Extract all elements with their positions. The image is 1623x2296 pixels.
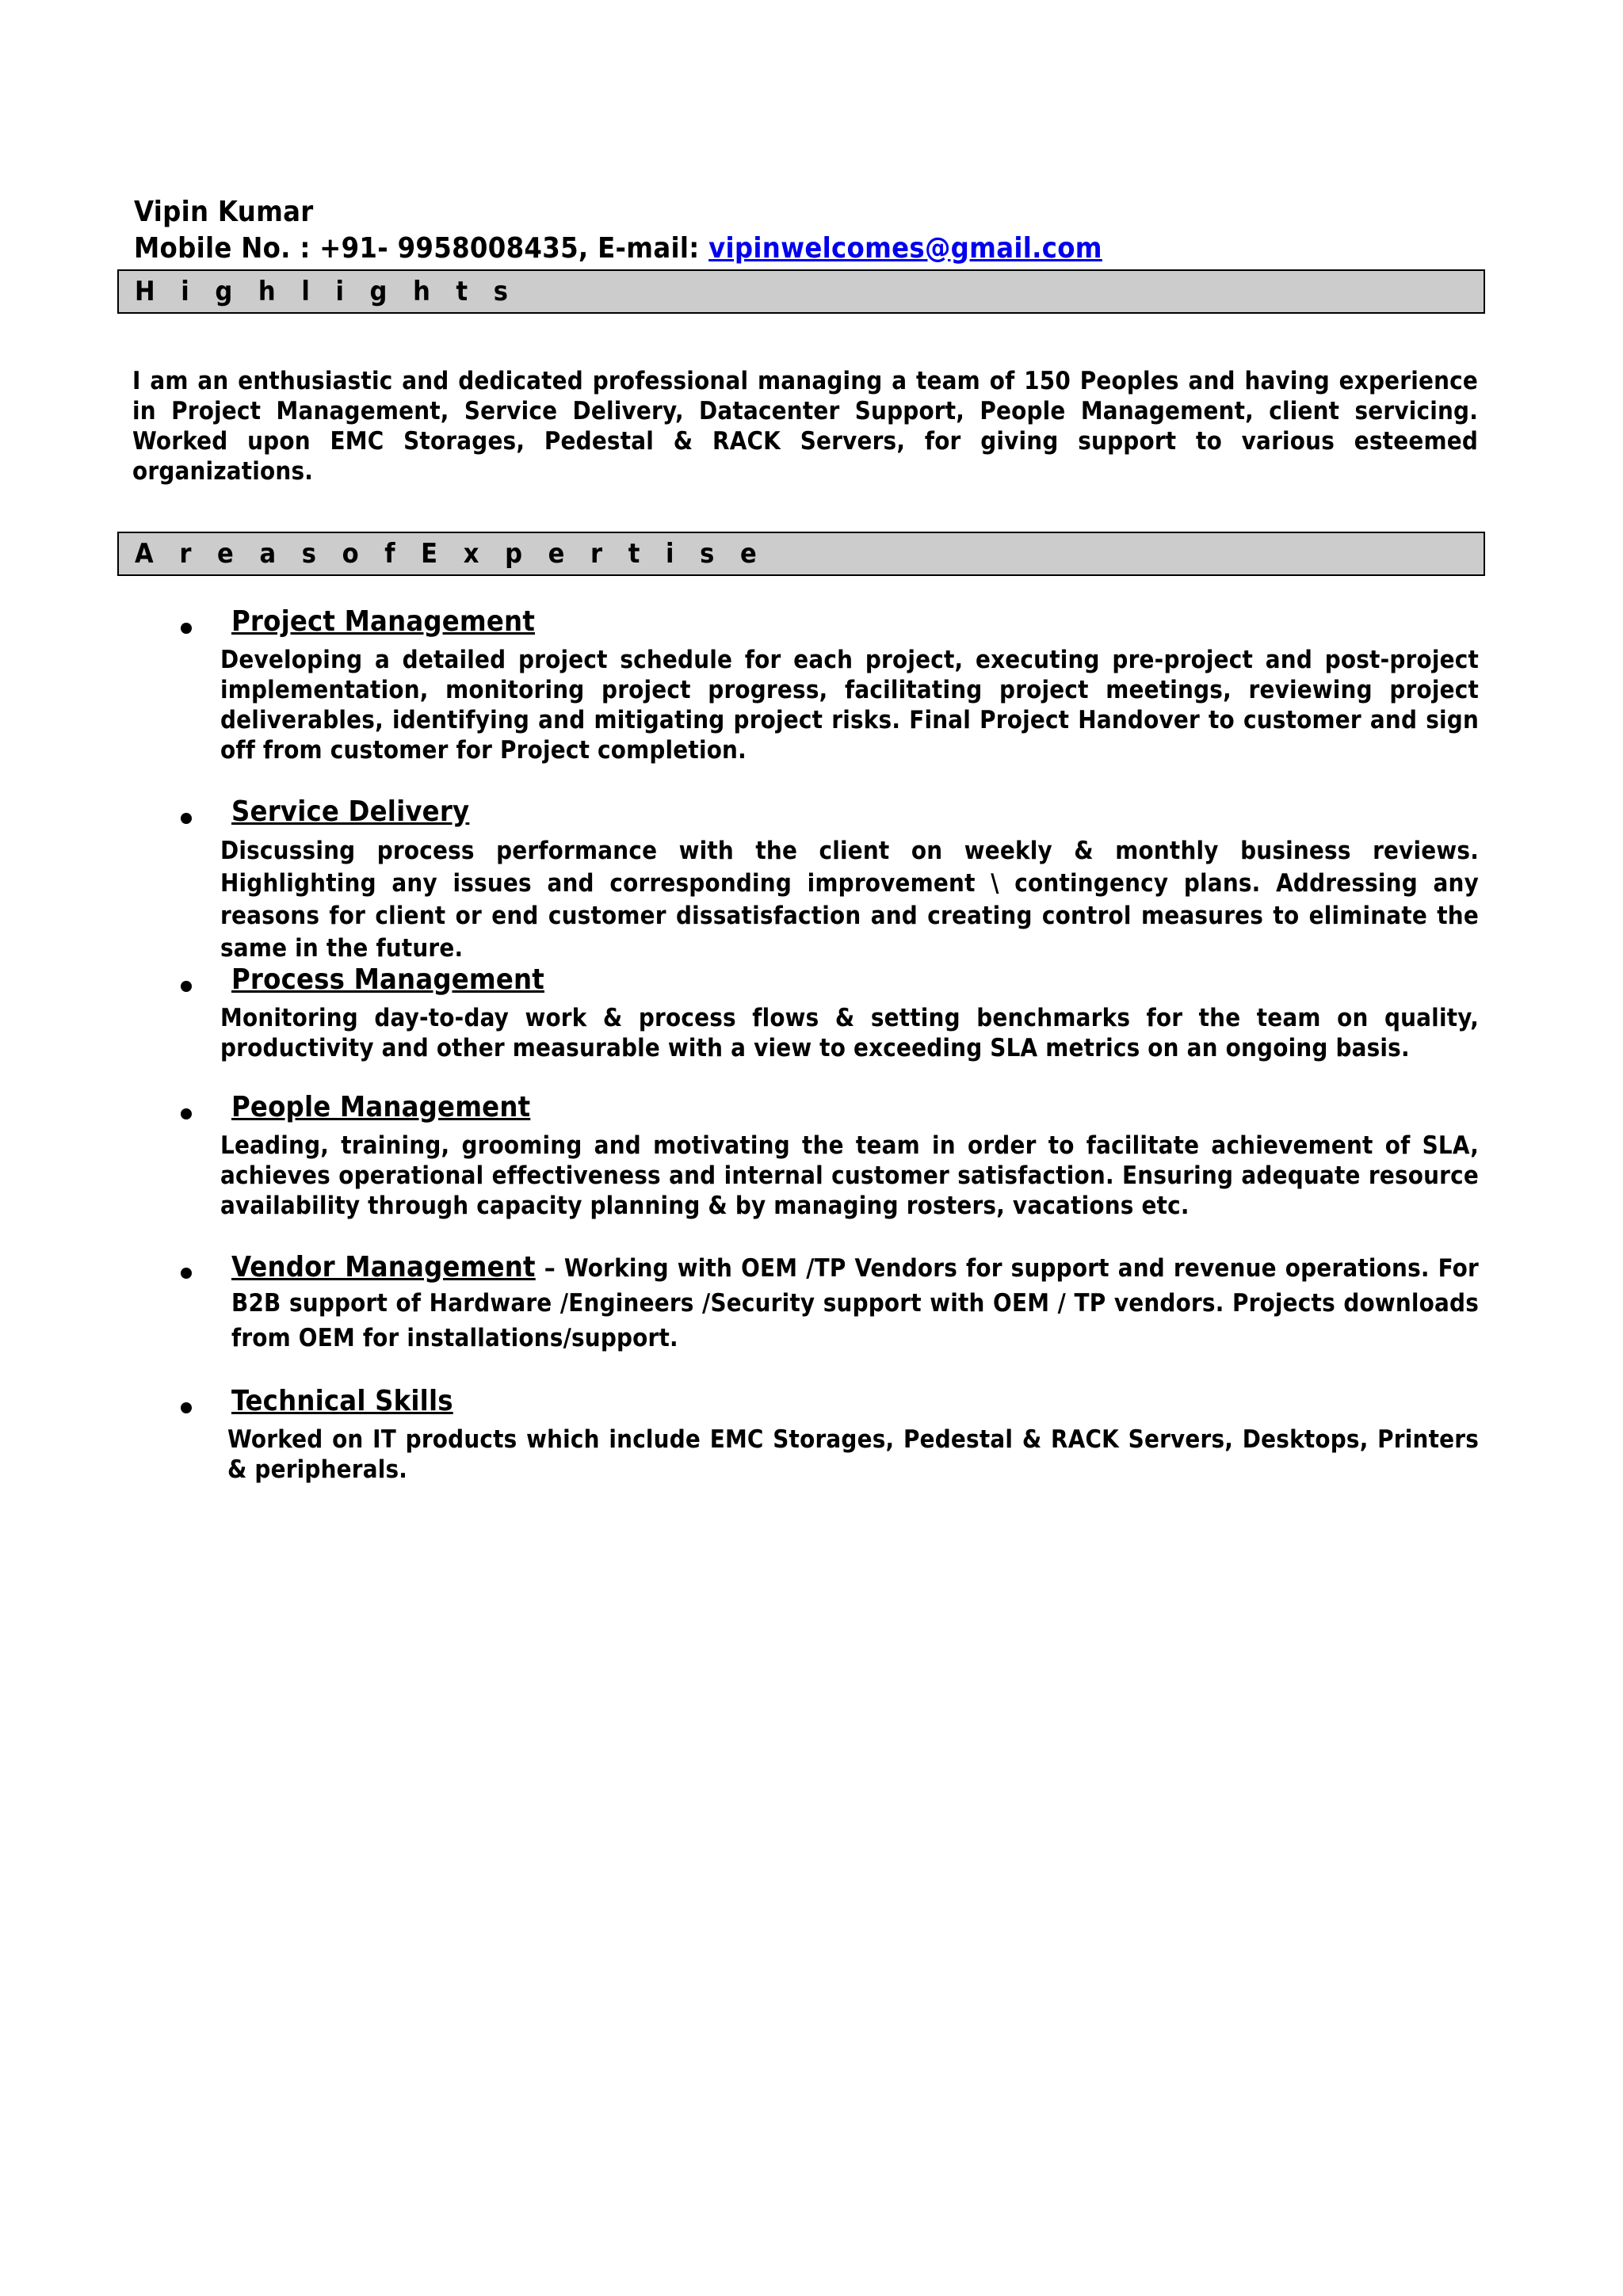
expertise-item-description: Worked on IT products which include EMC Storages, Pedestal & RACK Servers, Desktops, Printers & peripherals. [227, 1425, 1479, 1484]
bullet-icon [181, 1268, 192, 1279]
highlights-title: H i g h l i g h t s [135, 276, 517, 307]
expertise-item-title: Vendor Management [231, 1251, 536, 1283]
expertise-item-description: Developing a detailed project schedule for each project, executing pre-project and post-project implementation, monitoring project progress, facilitating project meetings, reviewing project deliverables, identifying and mitigating project risks. Final Project Handover to customer and sign off from customer for Project completion. [220, 646, 1479, 765]
expertise-item-description: Monitoring day-to-day work & process flows & setting benchmarks for the team on quality, productivity and other measurable with a view to exceeding SLA metrics on an ongoing basis. [220, 1004, 1479, 1062]
expertise-item-title: People Management [231, 1091, 531, 1123]
bullet-icon [181, 813, 192, 824]
highlights-summary: I am an enthusiastic and dedicated professional managing a team of 150 Peoples and having experience in Project Management, Service Delivery, Datacenter Support, People Management, client servicing. Worked upon EMC Storages, Pedestal & RACK Servers, for giving support to various esteemed organizations. [132, 367, 1478, 486]
expertise-item-title: Project Management [231, 605, 536, 638]
expertise-item-description: Leading, training, grooming and motivating the team in order to facilitate achievement of SLA, achieves operational effectiveness and internal customer satisfaction. Ensuring adequate resource availability through capacity planning & by managing rosters, vacations etc. [220, 1131, 1479, 1220]
expertise-item-title: Technical Skills [231, 1385, 453, 1417]
email-link[interactable]: vipinwelcomes@gmail.com [708, 232, 1102, 265]
bullet-icon [181, 981, 192, 992]
resume-header [134, 194, 1481, 267]
expertise-item-description: – Working with OEM /TP Vendors for support and revenue operations. For B2B support of Hardware /Engineers /Security support with OEM / TP vendors. Projects downloads from OEM for installations/support. [231, 1254, 1479, 1352]
bullet-icon [181, 1108, 192, 1119]
contact-phone: Mobile No. : +91- 9958008435, E-mail: [134, 232, 709, 265]
expertise-section-header [117, 532, 1485, 576]
candidate-name: Vipin Kumar [134, 196, 314, 228]
expertise-item-description: Discussing process performance with the client on weekly & monthly business reviews. Highlighting any issues and corresponding improvement \ contingency plans. Addressing any reasons for client or end customer dissatisfaction and creating control measures to eliminate the same in the future. [220, 837, 1479, 963]
expertise-title: A r e a s o f E x p e r t i s e [135, 538, 766, 570]
expertise-item-vendor-text [231, 1250, 1479, 1356]
bullet-icon [181, 1402, 192, 1413]
expertise-item-title: Process Management [231, 963, 544, 996]
bullet-icon [181, 623, 192, 634]
highlights-section-header [117, 269, 1485, 314]
expertise-item-title: Service Delivery [231, 795, 470, 828]
contact-line [134, 231, 1481, 267]
